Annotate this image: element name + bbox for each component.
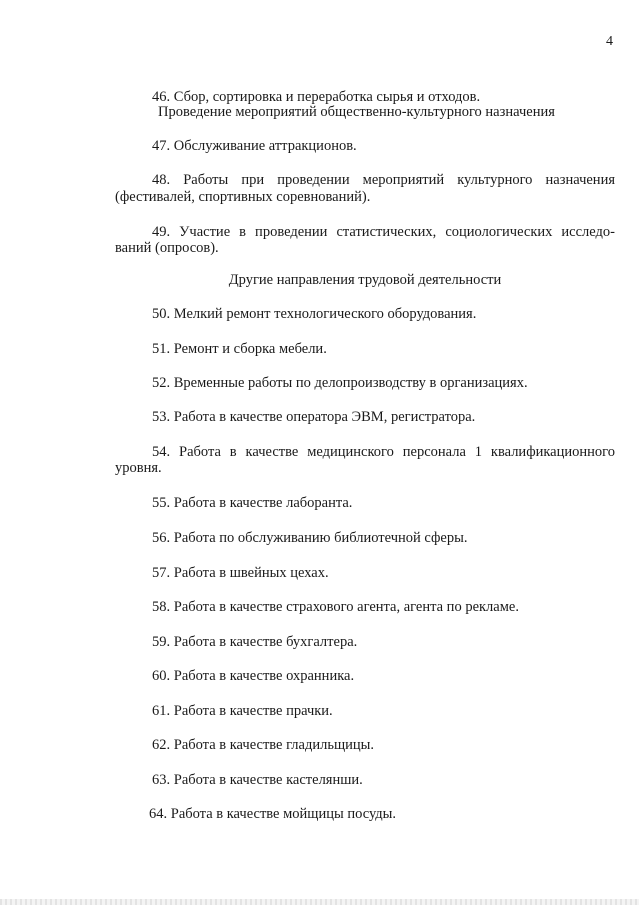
list-item-63: 63. Работа в качестве кастелянши. xyxy=(152,772,363,788)
list-item-58: 58. Работа в качестве страхового агента, агента по рекламе. xyxy=(152,599,519,615)
section-title: Другие направления трудовой деятельности xyxy=(228,272,502,288)
scan-edge xyxy=(0,899,639,905)
list-item-57: 57. Работа в швейных цехах. xyxy=(152,565,329,581)
list-item-54-line-1: 54. Работа в качестве медицинского персонала 1 квалификационного xyxy=(152,444,615,460)
list-item-62: 62. Работа в качестве гладильщицы. xyxy=(152,737,375,753)
list-item-46-line-2: Проведение мероприятий общественно-культурного назначения xyxy=(158,104,555,120)
list-item-48-line-2: (фестивалей, спортивных соревнований). xyxy=(115,189,371,205)
list-item-52: 52. Временные работы по делопроизводству в организациях. xyxy=(152,375,528,391)
list-item-49-line-1: 49. Участие в проведении статистических, социологических исследо- xyxy=(152,224,615,240)
list-item-54-line-2: уровня. xyxy=(115,460,162,476)
list-item-55: 55. Работа в качестве лаборанта. xyxy=(152,495,353,511)
list-item-46-line-1: 46. Сбор, сортировка и переработка сырья и отходов. xyxy=(152,89,481,105)
list-item-60: 60. Работа в качестве охранника. xyxy=(152,668,355,684)
list-item-51: 51. Ремонт и сборка мебели. xyxy=(152,341,327,357)
list-item-64: 64. Работа в качестве мойщицы посуды. xyxy=(149,806,397,822)
list-item-50: 50. Мелкий ремонт технологического оборудования. xyxy=(152,306,477,322)
list-item-56: 56. Работа по обслуживанию библиотечной сферы. xyxy=(152,530,468,546)
list-item-48-line-1: 48. Работы при проведении мероприятий культурного назначения xyxy=(152,172,615,188)
page-number: 4 xyxy=(606,34,613,49)
list-item-61: 61. Работа в качестве прачки. xyxy=(152,703,333,719)
list-item-59: 59. Работа в качестве бухгалтера. xyxy=(152,634,358,650)
list-item-49-line-2: ваний (опросов). xyxy=(115,240,219,256)
list-item-47: 47. Обслуживание аттракционов. xyxy=(152,138,357,154)
list-item-53: 53. Работа в качестве оператора ЭВМ, регистратора. xyxy=(152,409,476,425)
